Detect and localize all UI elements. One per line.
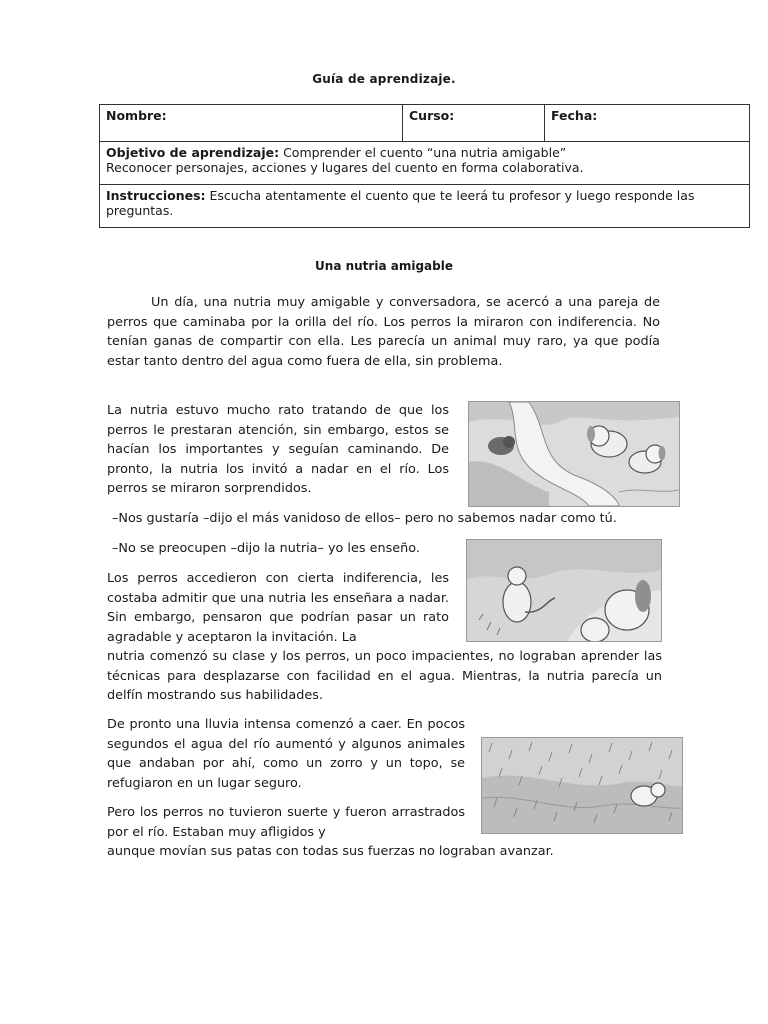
- story-paragraph-7a: Pero los perros no tuvieron suerte y fueron arrastrados por el río. Estaban muy afligidos y: [107, 805, 465, 840]
- story-paragraph-5a: Los perros accedieron con cierta indiferencia, les costaba admitir que una nutria les enseñara a nadar. Sin embargo, pensaron que podrían pasar un rato agradable y aceptaron la invitación. La: [107, 571, 449, 645]
- instrucciones-text: Escucha atentamente el cuento que te leerá tu profesor y luego responde las preguntas.: [106, 188, 695, 218]
- fecha-cell[interactable]: [545, 105, 750, 142]
- nombre-label: Nombre:: [106, 108, 167, 123]
- story-paragraph-6: De pronto una lluvia intensa comenzó a caer. En pocos segundos el agua del río aumentó y algunos animales que andaban por ahí, como un zorro y un topo, se refugiaron en un lugar seguro.: [107, 717, 465, 791]
- rain-river-dogs-illustration: [481, 737, 683, 834]
- story-paragraph-5b: nutria comenzó su clase y los perros, un poco impacientes, no lograban aprender las técnicas para desplazarse con facilidad en el agua. Mientras, la nutria parecía un delfín mostrando sus habilidades.: [107, 649, 662, 703]
- story-paragraph-3: –Nos gustaría –dijo el más vanidoso de ellos– pero no sabemos nadar como tú.: [112, 511, 617, 526]
- story-paragraph-7b: aunque movían sus patas con todas sus fuerzas no lograban avanzar.: [107, 844, 554, 859]
- curso-label: Curso:: [409, 108, 455, 123]
- story-paragraph-1: Un día, una nutria muy amigable y conversadora, se acercó a una pareja de perros que caminaba por la orilla del río. Los perros la miraron con indiferencia. No tenían ganas de compartir con ella. Les parecía un animal muy raro, ya que podía estar tanto dentro del agua como fuera de ella, sin problema.: [107, 295, 660, 369]
- objetivo-cell: [100, 142, 750, 185]
- instrucciones-label: Instrucciones:: [106, 188, 206, 203]
- story-paragraph-2: La nutria estuvo mucho rato tratando de que los perros le prestaran atención, sin embargo, estos se hacían los importantes y seguían caminando. De pronto, la nutria los invitó a nadar en el río. Los perros se miraron sorprendidos.: [107, 403, 449, 496]
- curso-cell[interactable]: [403, 105, 545, 142]
- student-info-table: [99, 104, 750, 228]
- story-paragraph-4: –No se preocupen –dijo la nutria– yo les enseño.: [112, 541, 420, 556]
- fecha-label: Fecha:: [551, 108, 598, 123]
- nombre-cell[interactable]: [100, 105, 403, 142]
- objetivo-text: Comprender el cuento “una nutria amigable”: [279, 145, 567, 160]
- objetivo-line2: Reconocer personajes, acciones y lugares del cuento en forma colaborativa.: [106, 160, 584, 175]
- river-otter-dogs-illustration: [468, 401, 680, 507]
- page-title: Guía de aprendizaje.: [312, 72, 456, 86]
- objetivo-label: Objetivo de aprendizaje:: [106, 145, 280, 160]
- story-title: Una nutria amigable: [315, 259, 453, 273]
- instrucciones-cell: [100, 185, 750, 228]
- otter-dogs-closeup-illustration: [466, 539, 662, 642]
